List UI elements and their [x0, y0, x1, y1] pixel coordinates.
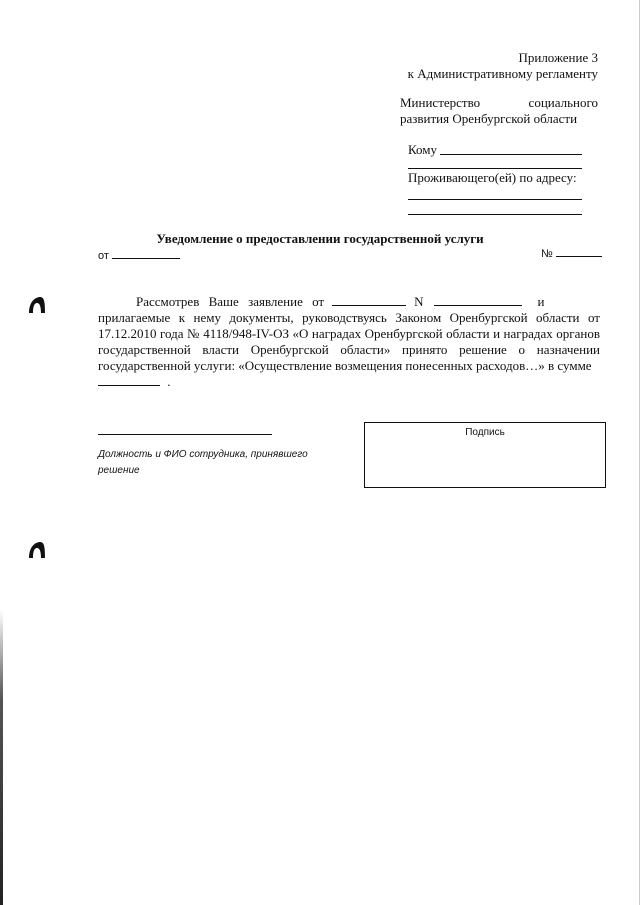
end-dot: .: [167, 374, 171, 389]
ministry-word2: социального: [528, 95, 598, 110]
appendix-line1: Приложение 3: [518, 50, 598, 65]
address-line-1: [408, 199, 582, 200]
scan-edge-left: [0, 610, 3, 905]
ministry-block: [400, 95, 598, 127]
position-caption: Должность и ФИО сотрудника, принявшего решение: [98, 449, 308, 476]
address-line-2: [408, 214, 582, 215]
body-and: и: [537, 294, 545, 309]
to-label: Кому: [408, 142, 438, 157]
signature-box: [364, 422, 606, 488]
punch-hole-icon: [28, 541, 46, 559]
from-date-blank: [112, 248, 180, 259]
punch-hole-icon: [28, 296, 46, 314]
number-field: [541, 246, 602, 260]
amount-line: [98, 374, 600, 390]
body-p1-start: Рассмотрев Ваше заявление от: [136, 294, 325, 309]
notice-title: Уведомление о предоставлении государственной услуги: [156, 231, 484, 246]
appendix-header: [408, 50, 598, 82]
ministry-word1: Министерство: [400, 95, 481, 110]
address-label: Проживающего(ей) по адресу:: [408, 170, 577, 185]
body-rest: прилагаемые к нему документы, руководствуясь Законом Оренбургской области от 17.12.2010 года № 4118/948-IV-ОЗ «О наградах Оренбургской области и наградах органов государственной власти Оренбургской области» принято решение о назначении государственной услуги: «Осуществление возмещения понесенных расходов…» в сумме: [98, 310, 600, 373]
to-line-2: [408, 168, 582, 169]
body-paragraph: [98, 294, 600, 390]
signature-label: Подпись: [465, 427, 505, 438]
application-number-blank: [434, 295, 522, 306]
from-field: [98, 248, 180, 262]
number-label: №: [541, 248, 553, 260]
number-blank: [556, 246, 602, 257]
position-line: [98, 434, 272, 435]
body-first-line: [98, 294, 600, 310]
appendix-line2: к Административному регламенту: [407, 66, 598, 81]
application-date-blank: [332, 295, 406, 306]
to-line: [440, 154, 582, 155]
body-n: N: [414, 294, 424, 309]
ministry-line2: развития Оренбургской области: [400, 111, 578, 126]
from-label: от: [98, 250, 109, 262]
amount-blank: [98, 375, 160, 386]
